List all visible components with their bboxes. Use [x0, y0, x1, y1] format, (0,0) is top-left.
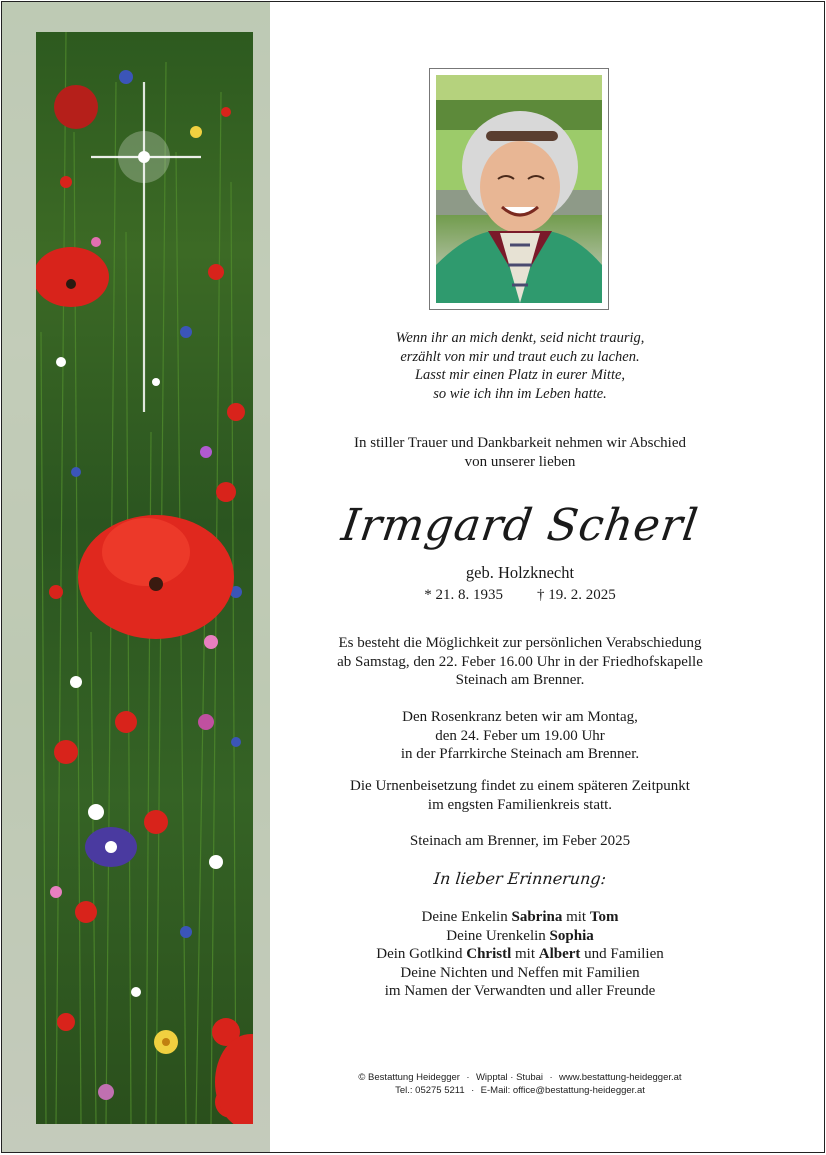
- rosary-line: Den Rosenkranz beten wir am Montag,: [402, 709, 638, 725]
- poem-line: Wenn ihr an mich denkt, seid nicht traurig,: [395, 330, 645, 346]
- portrait-frame: [429, 68, 609, 310]
- rosary-line: in der Pfarrkirche Steinach am Brenner.: [400, 746, 640, 762]
- footer-line-1: © Bestattung Heidegger · Wipptal · Stubai · www.bestattung-heidegger.at: [358, 1072, 682, 1083]
- place-date: Steinach am Brenner, im Feber 2025: [409, 833, 631, 849]
- farewell-line: Es besteht die Möglichkeit zur persönlichen Verabschiedung: [338, 635, 702, 651]
- farewell-line: Steinach am Brenner.: [455, 672, 585, 688]
- maiden-name: geb. Holzknecht: [465, 563, 575, 582]
- portrait-illustration: [436, 75, 602, 303]
- farewell-line: ab Samstag, den 22. Feber 16.00 Uhr in der Friedhofskapelle: [337, 653, 703, 670]
- company-name: © Bestattung Heidegger: [358, 1072, 460, 1083]
- mourner-line: Deine Enkelin Sabrina mit Tom: [421, 909, 619, 925]
- poem-line: Lasst mir einen Platz in eurer Mitte,: [414, 367, 626, 383]
- region: Wipptal · Stubai: [475, 1072, 544, 1083]
- urn-line: im engsten Familienkreis statt.: [427, 796, 613, 813]
- mourners-list: [302, 908, 738, 1001]
- memorial-poem: [302, 329, 738, 403]
- portrait-photo: [436, 75, 602, 303]
- phone-number: Tel.: 05275 5211: [395, 1085, 465, 1096]
- urn-line: Die Urnenbeisetzung findet zu einem späteren Zeitpunkt: [350, 778, 690, 794]
- life-dates: [302, 587, 738, 604]
- rosary-line: den 24. Feber um 19.00 Uhr: [435, 727, 605, 744]
- flower-meadow-image: [36, 32, 253, 1124]
- footer-line-2: Tel.: 05275 5211 · E-Mail: office@bestattung-heidegger.at: [395, 1085, 645, 1096]
- rosary-notice: [302, 708, 738, 764]
- intro-line: In stiller Trauer und Dankbarkeit nehmen wir Abschied: [353, 435, 686, 451]
- mourner-line: Dein Gotlkind Christl mit Albert und Familien: [376, 946, 664, 962]
- memory-heading: In lieber Erinnerung:: [432, 869, 608, 888]
- glowing-cross-icon: [91, 82, 201, 412]
- urn-notice: [302, 777, 738, 814]
- birth-date: * 21. 8. 1935: [424, 587, 503, 603]
- farewell-notice: [302, 634, 738, 690]
- poem-line: erzählt von mir und traut euch zu lachen.: [400, 348, 640, 365]
- mourner-line: Deine Nichten und Neffen mit Familien: [400, 964, 640, 981]
- mourner-line: Deine Urenkelin Sophia: [446, 927, 594, 944]
- intro-line: von unserer lieben: [464, 454, 576, 470]
- email-link[interactable]: E-Mail: office@bestattung-heidegger.at: [480, 1085, 645, 1096]
- flower-meadow-illustration: [36, 32, 253, 1124]
- website-link[interactable]: www.bestattung-heidegger.at: [559, 1072, 682, 1083]
- mourner-line: im Namen der Verwandten und aller Freunde: [384, 983, 656, 999]
- mourning-intro: [302, 434, 738, 472]
- funeral-home-footer: [302, 1071, 738, 1097]
- poem-line: so wie ich ihn im Leben hatte.: [433, 385, 607, 402]
- deceased-name: Irmgard Scherl: [338, 500, 702, 551]
- obituary-page: [1, 1, 825, 1153]
- death-date: † 19. 2. 2025: [537, 587, 616, 603]
